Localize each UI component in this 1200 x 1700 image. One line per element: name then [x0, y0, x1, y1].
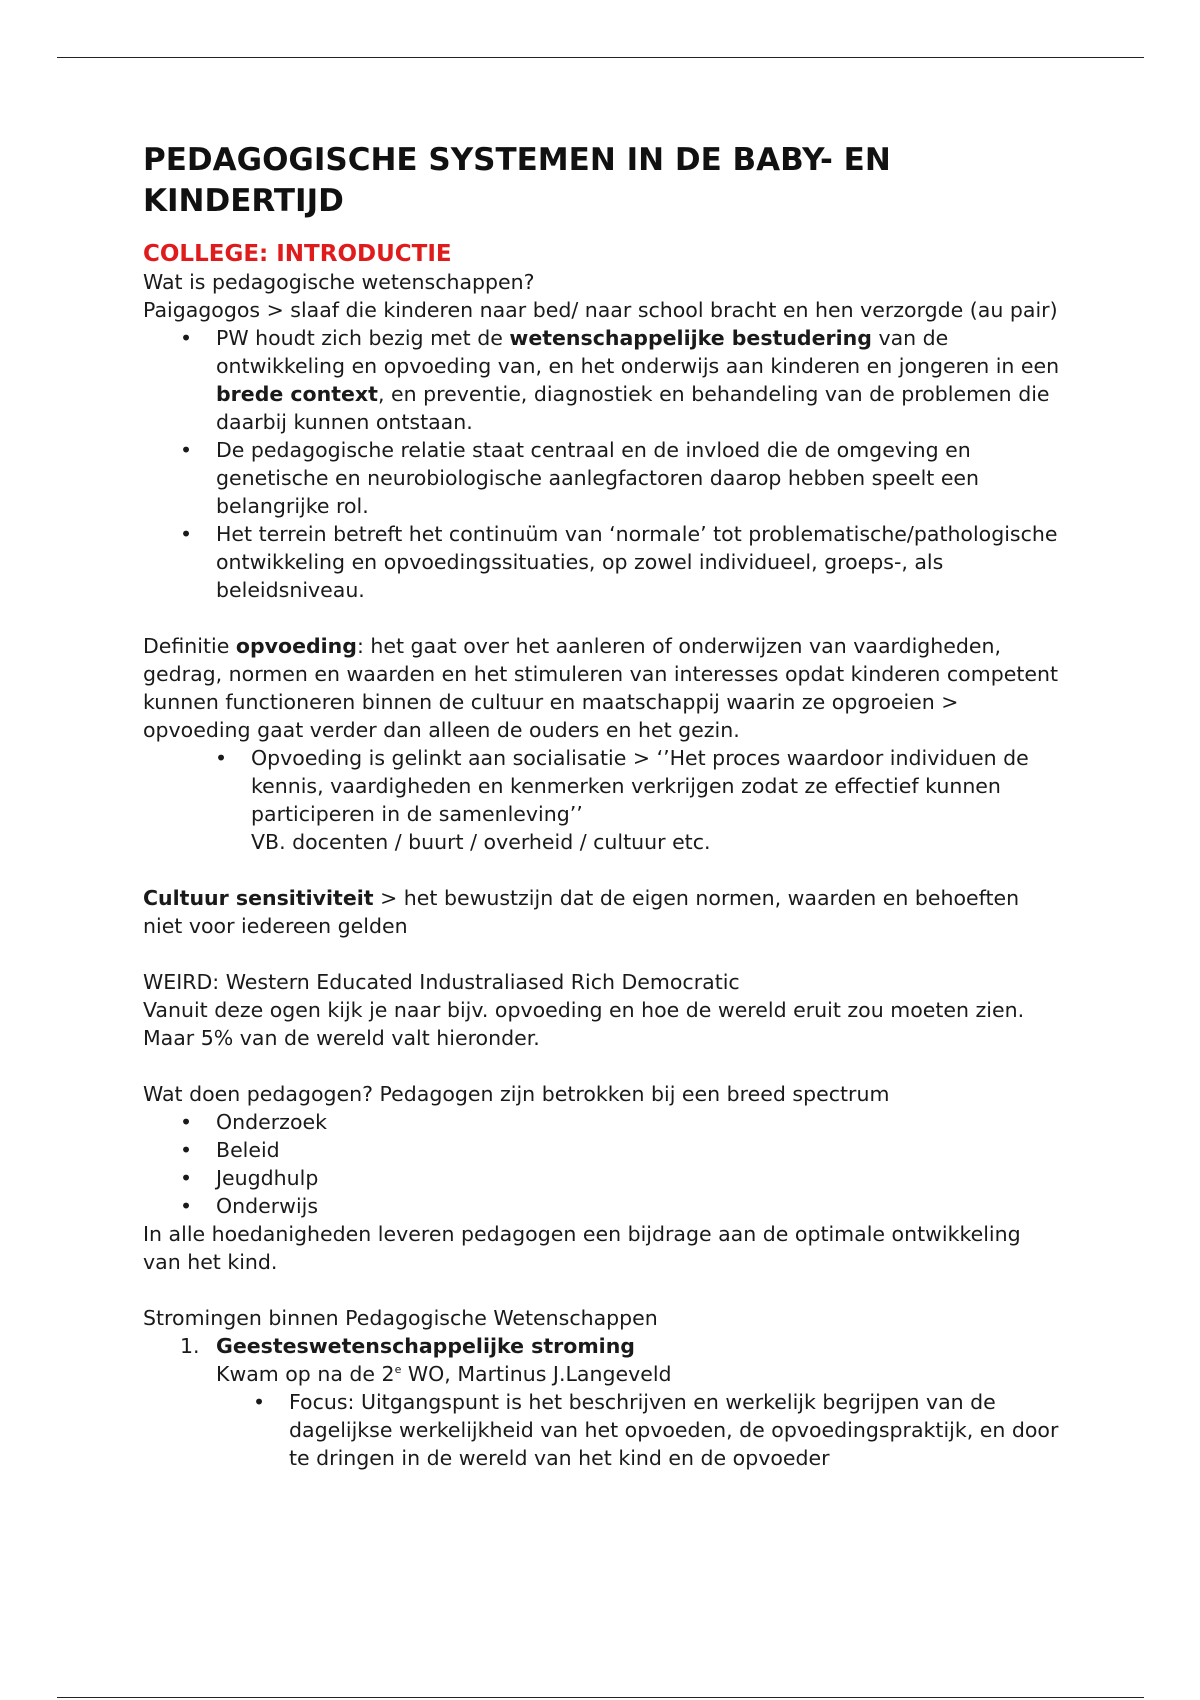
list-item	[216, 324, 1063, 436]
spacer	[143, 1276, 1063, 1304]
opvoeding-definition	[143, 632, 1063, 744]
stroming-sublist	[216, 1388, 1063, 1472]
list-item: • Het terrein betreft het continuüm van ‘normale’ tot problematische/pathologische ontwikkeling en opvoedingssituaties, op zowel individueel, groeps-, als beleidsniveau.	[216, 520, 1063, 604]
stroming-origin	[216, 1362, 672, 1386]
pedagogen-list	[143, 1108, 1063, 1220]
document-title: PEDAGOGISCHE SYSTEMEN IN DE BABY- EN KINDERTIJD	[143, 142, 891, 219]
origin-text: Kwam op na de 2	[216, 1362, 395, 1386]
example-text: VB. docenten / buurt / overheid / cultuur etc.	[251, 830, 711, 854]
spacer	[143, 940, 1063, 968]
stromingen-list	[143, 1332, 1063, 1472]
weird-definition: WEIRD: Western Educated Industraliased Rich Democratic	[143, 970, 740, 994]
paigagogos-definition: Paigagogos > slaaf die kinderen naar bed/ naar school bracht en hen verzorgde (au pair)	[143, 298, 1058, 322]
spacer	[143, 856, 1063, 884]
stroming-title: Geesteswetenschappelijke stroming	[216, 1334, 635, 1358]
cultuur-definition	[143, 884, 1063, 940]
list-item: • Focus: Uitgangspunt is het beschrijven en werkelijk begrijpen van de dagelijkse werkelijkheid van het opvoeden, de opvoedingspraktijk, en door te dringen in de wereld van het kind en de opvoeder	[289, 1388, 1063, 1472]
opvoeding-bullet-list	[143, 744, 1063, 856]
origin-text: WO, Martinus J.Langeveld	[401, 1362, 672, 1386]
top-rule	[57, 57, 1144, 58]
list-item: • Onderzoek	[216, 1108, 1063, 1136]
intro-question: Wat is pedagogische wetenschappen?	[143, 270, 535, 294]
definition-prefix: Definitie	[143, 634, 236, 658]
bold-term: Cultuur sensitiviteit	[143, 886, 374, 910]
list-item: • Onderwijs	[216, 1192, 1063, 1220]
list-item	[180, 1332, 1063, 1472]
bold-term: opvoeding	[235, 634, 357, 658]
list-item: • De pedagogische relatie staat centraal en de invloed die de omgeving en genetische en neurobiologische aanlegfactoren daarop hebben speelt een belangrijke rol.	[216, 436, 1063, 520]
pedagogen-conclusion: In alle hoedanigheden leveren pedagogen een bijdrage aan de optimale ontwikkeling van het kind.	[143, 1222, 1021, 1274]
list-item: • Beleid	[216, 1136, 1063, 1164]
bold-term: wetenschappelijke bestudering	[509, 326, 872, 350]
stromingen-heading: Stromingen binnen Pedagogische Wetenschappen	[143, 1306, 658, 1330]
bullet-text: Opvoeding is gelinkt aan socialisatie > ‘’Het proces waardoor individuen de kennis, vaardigheden en kenmerken verkrijgen zodat ze effectief kunnen participeren in de samenleving’’	[251, 746, 1029, 826]
list-item	[251, 744, 1063, 856]
list-number: 1.	[180, 1334, 200, 1358]
spacer	[143, 604, 1063, 632]
bullet-text: van de ontwikkeling en opvoeding van, en het onderwijs aan kinderen en jongeren in een	[216, 326, 1060, 378]
bold-term: brede context	[216, 382, 378, 406]
spacer	[143, 1052, 1063, 1080]
intro-bullet-list	[143, 324, 1063, 604]
definition-text: : het gaat over het aanleren of onderwijzen van vaardigheden, gedrag, normen en waarden en het stimuleren van interesses opdat kinderen competent kunnen functioneren binnen de cultuur en maatschappij waarin ze opgroeien > opvoeding gaat verder dan alleen de ouders en het gezin.	[143, 634, 1059, 742]
document-body	[143, 140, 1063, 1472]
definition-text: > het bewustzijn dat de eigen normen, waarden en behoeften niet voor iedereen gelden	[143, 886, 1020, 938]
bottom-rule	[57, 1697, 1144, 1698]
bullet-text: , en preventie, diagnostiek en behandeling van de problemen die daarbij kunnen ontstaan.	[216, 382, 1050, 434]
weird-explanation: Vanuit deze ogen kijk je naar bijv. opvoeding en hoe de wereld eruit zou moeten zien. Maar 5% van de wereld valt hieronder.	[143, 998, 1025, 1050]
bullet-text: PW houdt zich bezig met de	[216, 326, 510, 350]
college-heading: COLLEGE: INTRODUCTIE	[143, 241, 452, 267]
superscript: e	[394, 1363, 402, 1377]
list-item: • Jeugdhulp	[216, 1164, 1063, 1192]
pedagogen-question: Wat doen pedagogen? Pedagogen zijn betrokken bij een breed spectrum	[143, 1082, 890, 1106]
